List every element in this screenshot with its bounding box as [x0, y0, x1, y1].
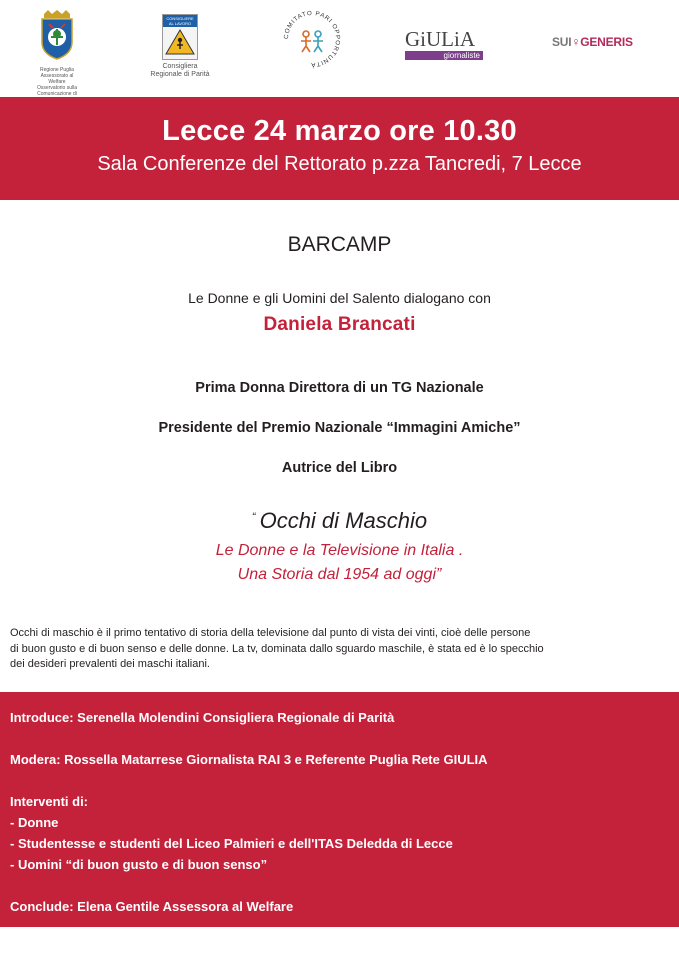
giulia-name: GiULiA [405, 27, 475, 51]
program-band [0, 692, 679, 927]
regione-caption: Regione Puglia Assessorato al Welfare Osservatorio sulla Comunicazione di [36, 67, 77, 97]
program-conclude: Conclude: Elena Gentile Assessora al Welfare [10, 899, 294, 914]
sui-text: SUI [552, 35, 572, 49]
event-date-headline: Lecce 24 marzo ore 10.30 [162, 115, 517, 147]
book-subtitle-2: Una Storia dal 1954 ad oggi” [237, 566, 442, 583]
warning-sign-icon [163, 27, 197, 57]
program-intervento: - Donne [10, 815, 59, 830]
venus-symbol-icon: ♀ [571, 35, 581, 49]
program-intervento: - Studentesse e studenti del Liceo Palmieri e dell'ITAS Deledda di Lecce [10, 836, 453, 851]
book-subtitle-1: Le Donne e la Televisione in Italia . [215, 542, 464, 559]
book-title [0, 508, 679, 534]
svg-text:COMITATO PARI OPPORTUNITÀ [283, 10, 341, 68]
book-open-quote: “ [251, 510, 256, 523]
guest-role-3: Autrice del Libro [281, 460, 398, 476]
program-introduce: Introduce: Serenella Molendini Consigliera Regionale di Parità [10, 710, 395, 725]
coat-of-arms-icon [34, 10, 80, 60]
book-description [10, 626, 670, 673]
comitato-ring-icon [281, 8, 343, 70]
header-band [0, 97, 679, 200]
description-line: di buon gusto e di buon senso e delle donne. La tv, dominata dallo sguardo maschile, è stata ed è lo specchio [10, 642, 544, 655]
book-title-text: Occhi di Maschio [259, 508, 428, 533]
event-venue: Sala Conferenze del Rettorato p.zza Tancredi, 7 Lecce [97, 153, 582, 175]
description-line: Occhi di maschio è il primo tentativo di storia della televisione dal punto di vista dei vinti, cioè delle persone [10, 627, 531, 639]
program-interventi-label: Interventi di: [10, 794, 89, 809]
consigliera-logo [150, 14, 210, 79]
program-modera: Modera: Rossella Matarrese Giornalista RAI 3 e Referente Puglia Rete GIULIA [10, 752, 488, 767]
guest-name: Daniela Brancati [263, 314, 416, 335]
comitato-ring-text: COMITATO PARI OPPORTUNITÀ [282, 9, 342, 69]
giulia-tag: giornaliste [405, 51, 483, 60]
generis-text: GENERIS [580, 35, 633, 49]
guest-role-2: Presidente del Premio Nazionale “Immagini Amiche” [158, 420, 521, 436]
consigliera-sign-text: CONSIGLIERE AL LAVORO [163, 15, 197, 27]
regione-puglia-logo [34, 10, 80, 103]
guest-role-1: Prima Donna Direttora di un TG Nazionale [195, 380, 484, 396]
sui-generis-logo [552, 35, 642, 49]
description-line: dei desideri prevalenti dei maschi italiani. [10, 658, 210, 670]
event-title: BARCAMP [287, 233, 392, 256]
event-intro: Le Donne e gli Uomini del Salento dialogano con [188, 290, 491, 306]
consigliera-caption: Consigliera Regionale di Parità [150, 63, 210, 78]
giulia-logo [405, 28, 483, 60]
comitato-logo [281, 8, 343, 70]
program-intervento: - Uomini “di buon gusto e di buon senso” [10, 857, 268, 872]
